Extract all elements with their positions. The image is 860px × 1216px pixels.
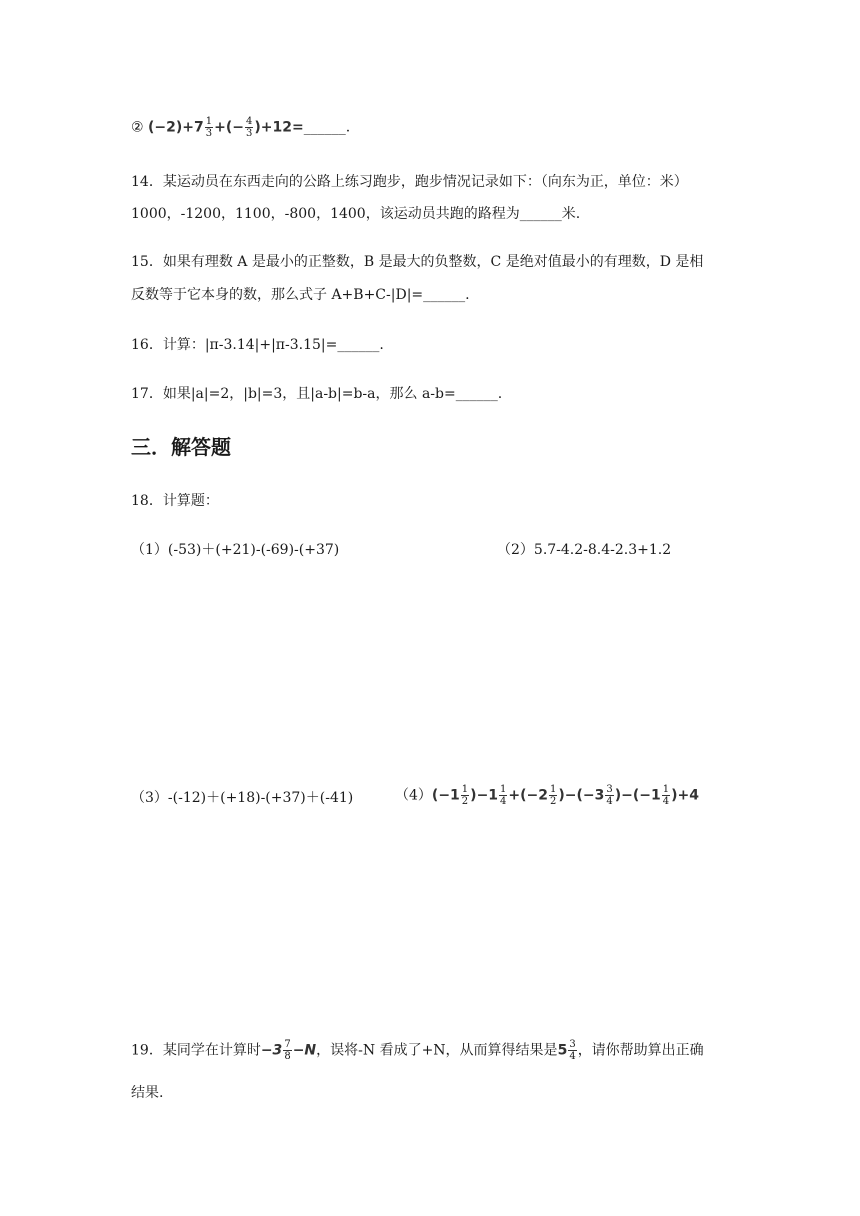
question-18-part1: （1）(-53)＋(+21)-(-69)-(+37) [131, 542, 340, 558]
question-18-part3: （3）-(-12)＋(+18)-(+37)＋(-41) [131, 790, 354, 806]
question-15-line1: 15．如果有理数 A 是最小的正整数，B 是最大的负整数，C 是绝对值最小的有理数，D 是相 [131, 254, 704, 270]
fraction: $\frac{7}{8}$ [284, 1039, 291, 1062]
fraction: $\frac{1}{3}$ [205, 116, 213, 139]
formula-part: −3 [260, 1042, 283, 1059]
fraction: $\frac{1}{4}$ [662, 784, 670, 807]
question-14-line1: 14．某运动员在东西走向的公路上练习跑步，跑步情况记录如下：（向东为正，单位：米） [131, 174, 688, 190]
question-15-line2: 反数等于它本身的数，那么式子 A+B+C-|D|=______. [131, 287, 470, 303]
question-14-line2: 1000，-1200，1100，-800，1400，该运动员共跑的路程为______米. [131, 206, 581, 222]
fraction: $\frac{3}{4}$ [606, 784, 613, 807]
formula-part: (−2)+7 [148, 119, 204, 136]
question-19-line2: 结果. [131, 1085, 164, 1101]
question-18-part4: （4）(−1 $\frac{1}{2}$ )−1 $\frac{1}{4}$ +(−2 $\frac{1}{2}$ )−(−3 $\frac{3}{4}$ )−(−1 $\frac{1}{4}$ )+4 [395, 784, 700, 807]
result-whole: 5 [557, 1042, 568, 1059]
circled-number: ② [131, 119, 144, 136]
question-16: 16．计算：|π-3.14|+|π-3.15|=______. [131, 337, 384, 353]
part-label: （4） [395, 787, 432, 804]
fraction: $\frac{4}{3}$ [246, 116, 253, 139]
fraction: $\frac{1}{2}$ [550, 784, 557, 807]
answer-blank: ______. [303, 119, 351, 136]
fraction: $\frac{1}{2}$ [461, 784, 469, 807]
formula-part: )+12= [254, 119, 304, 136]
question-18-title: 18．计算题： [131, 493, 219, 509]
question-17: 17．如果|a|=2，|b|=3，且|a-b|=b-a，那么 a-b=______. [131, 386, 503, 402]
fraction: $\frac{1}{4}$ [500, 784, 507, 807]
question-18-part2: （2）5.7-4.2-8.4-2.3+1.2 [497, 542, 672, 558]
question-19-line1: 19．某同学在计算时−3 $\frac{7}{8}$ −N，误将-N 看成了+N，从而算得结果是5 $\frac{3}{4}$ ，请你帮助算出正确 [131, 1039, 704, 1062]
formula-part: +(− [214, 119, 244, 136]
fraction: $\frac{3}{4}$ [569, 1039, 576, 1062]
section-heading: 三．解答题 [131, 435, 231, 459]
question-13-part2 [131, 116, 350, 139]
formula-part: −N [292, 1042, 317, 1059]
